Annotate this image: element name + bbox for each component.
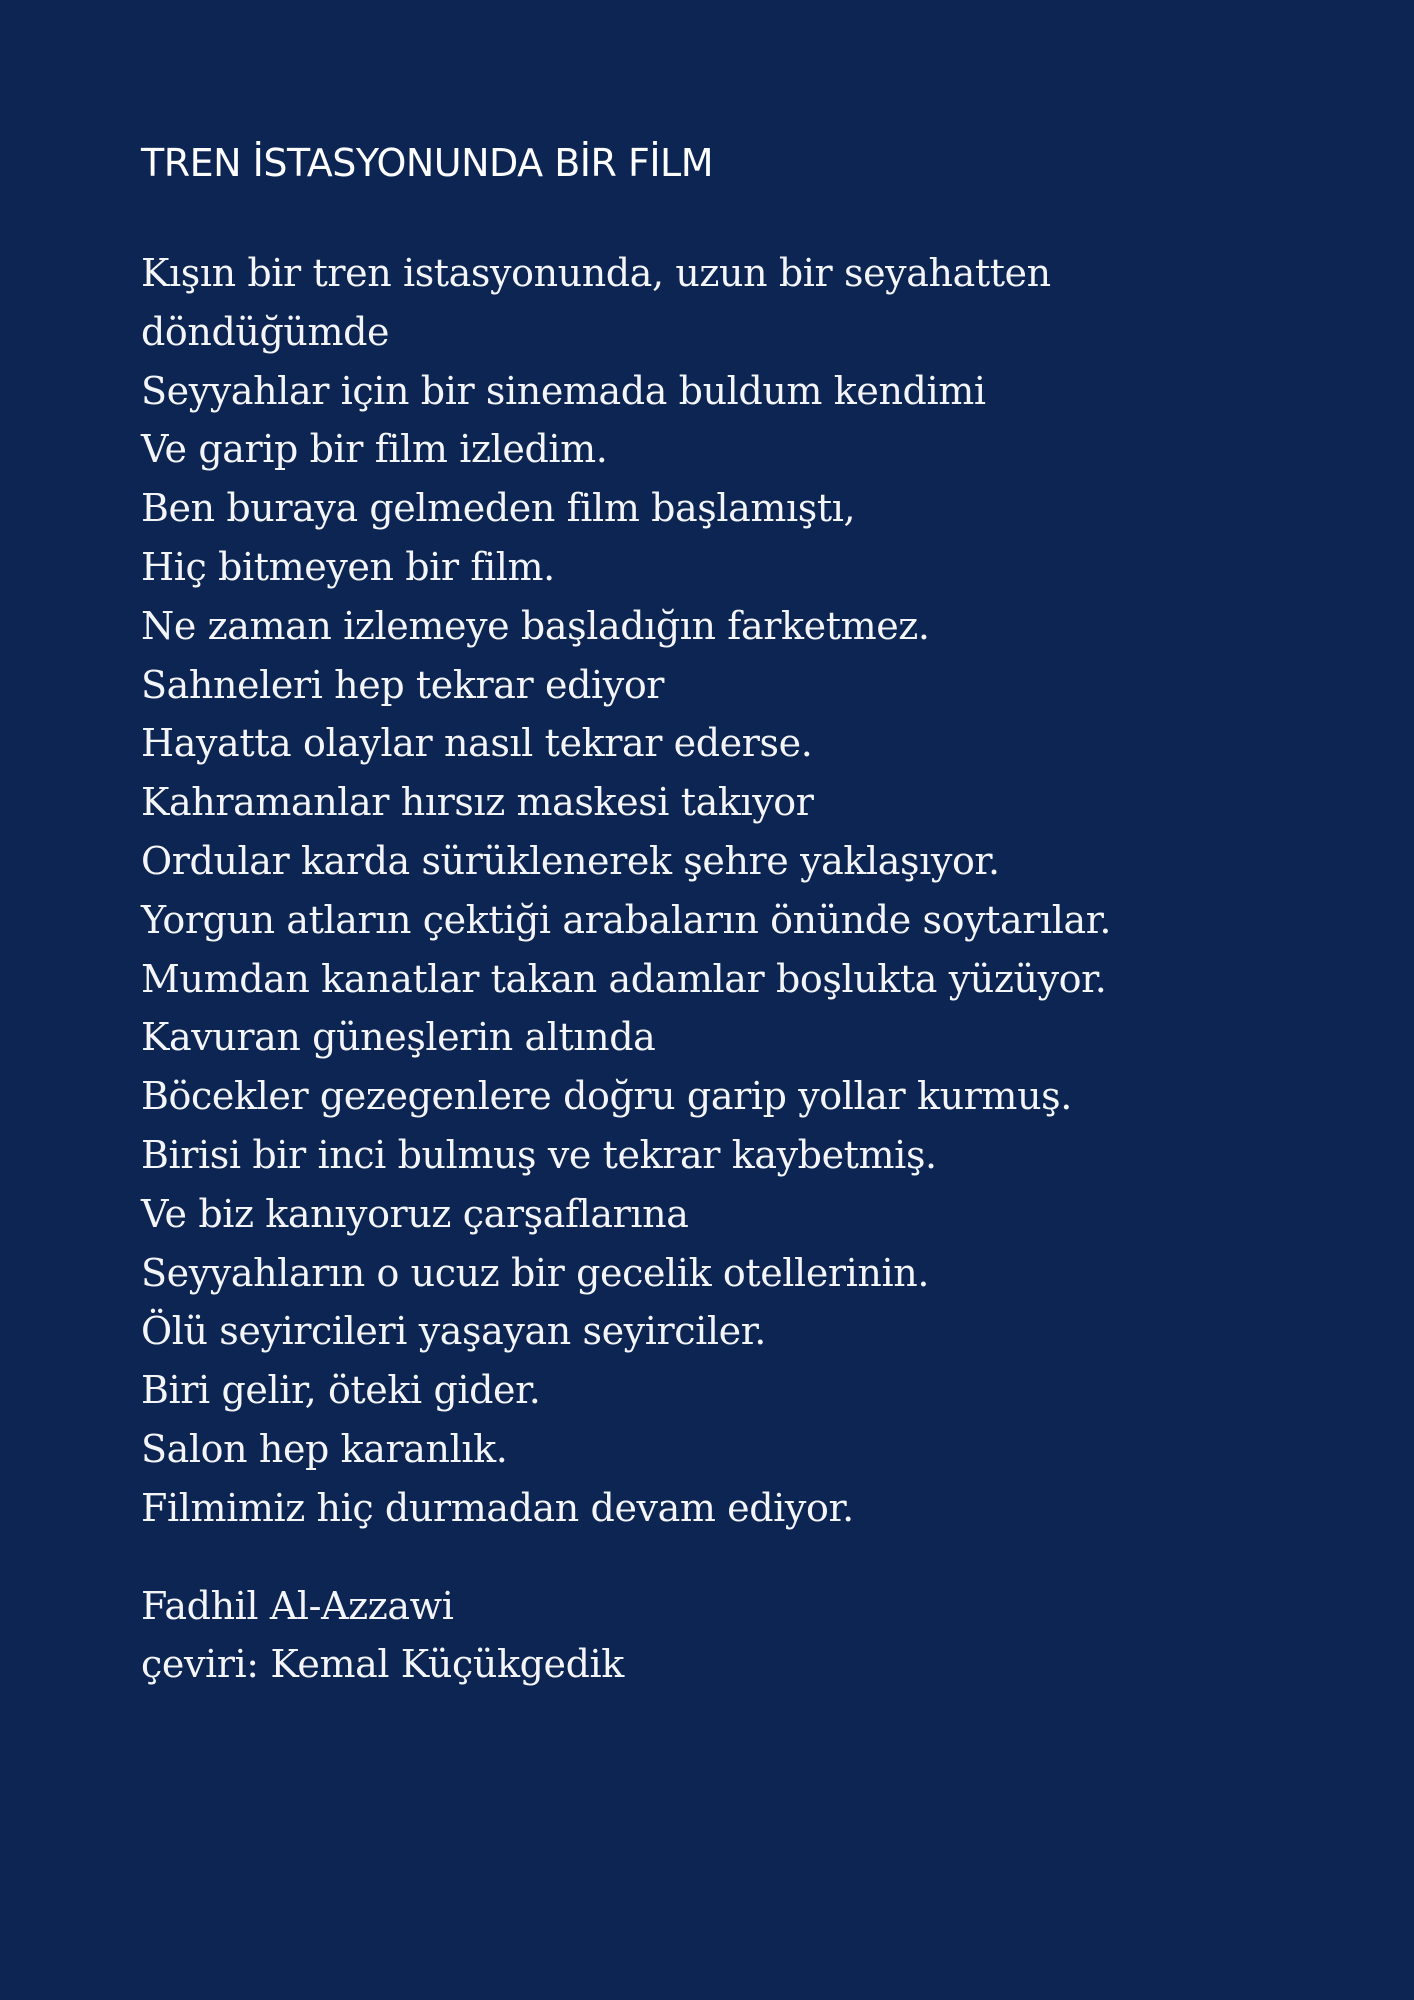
- poem-line: Yorgun atların çektiği arabaların önünde soytarılar.: [141, 897, 1112, 942]
- poem-line: Ordular karda sürüklenerek şehre yaklaşıyor.: [141, 838, 1000, 883]
- poem-line: Salon hep karanlık.: [141, 1426, 508, 1471]
- poem-body: [141, 244, 1414, 1538]
- author-name: Fadhil Al-Azzawi: [141, 1583, 454, 1628]
- poem-line: Biri gelir, öteki gider.: [141, 1368, 541, 1413]
- poem-line: Kahramanlar hırsız maskesi takıyor: [141, 780, 814, 825]
- poem-line: Seyyahlar için bir sinemada buldum kendimi: [141, 368, 986, 413]
- poem-line: Ben buraya gelmeden film başlamıştı,: [141, 486, 856, 531]
- poem-line: Ve garip bir film izledim.: [141, 427, 608, 472]
- poem-line: Filmimiz hiç durmadan devam ediyor.: [141, 1485, 854, 1530]
- poem-line: Ve biz kanıyoruz çarşaflarına: [141, 1191, 689, 1236]
- poem-line: Mumdan kanatlar takan adamlar boşlukta yüzüyor.: [141, 956, 1107, 1001]
- poem-line: Ne zaman izlemeye başladığın farketmez.: [141, 603, 930, 648]
- poem-line: Böcekler gezegenlere doğru garip yollar kurmuş.: [141, 1074, 1072, 1119]
- poem-line: Ölü seyircileri yaşayan seyirciler.: [141, 1309, 766, 1354]
- poem-line: döndüğümde: [141, 309, 390, 354]
- poem-line: Hiç bitmeyen bir film.: [141, 544, 555, 589]
- poem-line: Kavuran güneşlerin altında: [141, 1015, 656, 1060]
- poem-line: Birisi bir inci bulmuş ve tekrar kaybetmiş.: [141, 1132, 937, 1177]
- poem-line: Hayatta olaylar nasıl tekrar ederse.: [141, 721, 813, 766]
- poem-credits: [141, 1577, 1414, 1695]
- poem-line: Seyyahların o ucuz bir gecelik otellerinin.: [141, 1250, 929, 1295]
- poem-line: Kışın bir tren istasyonunda, uzun bir seyahatten: [141, 251, 1051, 295]
- poem-line: Sahneleri hep tekrar ediyor: [141, 662, 665, 707]
- translator-credit: çeviri: Kemal Küçükgedik: [141, 1642, 624, 1687]
- poem-title: TREN İSTASYONUNDA BİR FİLM: [141, 141, 713, 185]
